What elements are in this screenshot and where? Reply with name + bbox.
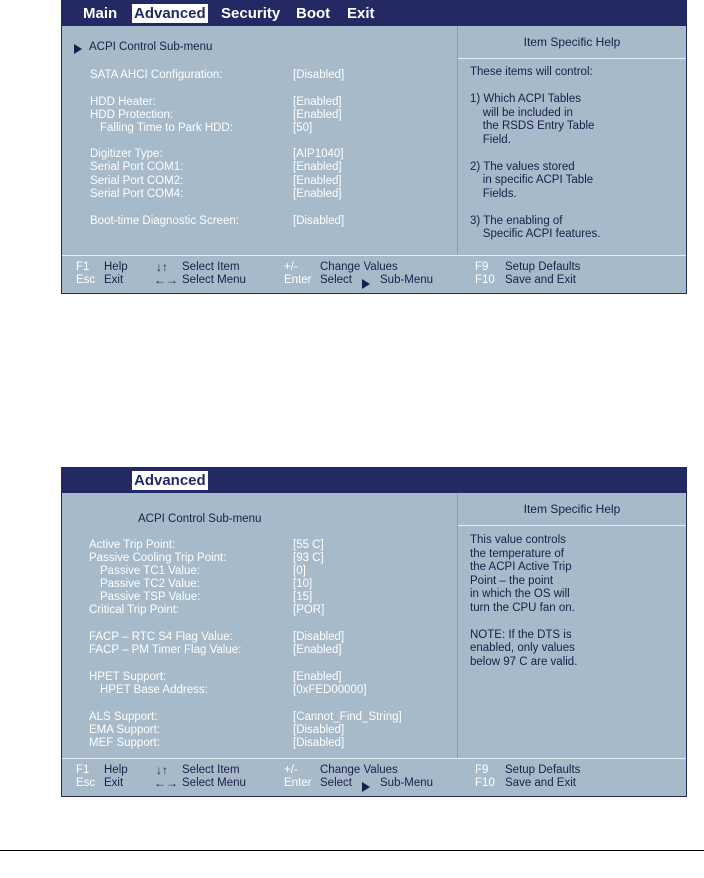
setting-label: Serial Port COM1: [90,161,184,173]
page-divider [0,850,704,851]
main-area [62,493,686,760]
setting-label: MEF Support: [89,737,160,749]
plus-minus-key: +/- [284,261,298,273]
setting-value[interactable]: [Disabled] [293,69,345,81]
key-legend [62,255,686,293]
setting-label: Falling Time to Park HDD: [100,122,233,134]
submenu-desc: Sub-Menu [380,777,434,789]
setting-value[interactable]: [93 C] [293,552,324,564]
setting-label: Passive TSP Value: [100,591,201,603]
setting-label: HDD Protection: [90,109,174,121]
change-values-desc: Change Values [320,261,398,273]
esc-desc: Exit [104,777,124,789]
up-down-arrow-icon: ↓↑ [156,260,168,274]
setting-label: FACP – RTC S4 Flag Value: [89,631,233,643]
setting-label: HPET Support: [89,671,167,683]
setting-value[interactable]: [15] [293,591,313,603]
setting-value[interactable]: [0] [293,565,306,577]
enter-key: Enter [284,777,312,789]
select-item-desc: Select Item [182,261,240,273]
menu-exit[interactable]: Exit [347,5,375,22]
setting-value[interactable]: [Disabled] [293,215,345,227]
plus-minus-key: +/- [284,764,298,776]
submenu-arrow-icon [74,40,82,58]
select-item-desc: Select Item [182,764,240,776]
setting-value[interactable]: [Disabled] [293,724,345,736]
setting-label: Boot-time Diagnostic Screen: [90,215,239,227]
help-title: Item Specific Help [458,493,686,526]
help-panel [458,493,686,760]
submenu-arrow-icon [362,778,370,796]
setting-value[interactable]: [10] [293,578,313,590]
menu-advanced[interactable]: Advanced [134,472,206,489]
esc-key: Esc [76,274,96,286]
setting-label: Critical Trip Point: [89,604,180,616]
f1-desc: Help [104,261,128,273]
setting-value[interactable]: [Disabled] [293,631,345,643]
help-text: This value controls the temperature of the ACPI Active Trip Point – the point in which the OS will turn the CPU fan on. NOTE: If the DTS is enabled, only values below 97 C are valid. [470,534,578,668]
help-panel [458,26,686,257]
setting-label: Digitizer Type: [90,148,163,160]
settings-panel [62,26,458,257]
setting-label: EMA Support: [89,724,160,736]
menu-security[interactable]: Security [221,5,281,22]
setting-label: Passive TC2 Value: [100,578,200,590]
left-right-arrow-icon: ←→ [154,273,178,287]
select-menu-desc: Select Menu [182,777,246,789]
f10-desc: Save and Exit [505,274,576,286]
setting-value[interactable]: [Cannot_Find_String] [293,711,402,723]
setting-value[interactable]: [55 C] [293,539,324,551]
menu-advanced[interactable]: Advanced [134,5,206,22]
setting-value[interactable]: [POR] [293,604,325,616]
submenu-arrow-icon [362,275,370,293]
setting-value[interactable]: [0xFED00000] [293,684,367,696]
f1-key: F1 [76,261,90,273]
setting-label: ALS Support: [89,711,158,723]
setting-label: FACP – PM Timer Flag Value: [89,644,242,656]
f10-desc: Save and Exit [505,777,576,789]
setting-label: Passive Cooling Trip Point: [89,552,227,564]
esc-key: Esc [76,777,96,789]
settings-panel [62,493,458,760]
main-area [62,26,686,257]
help-text: These items will control: 1) Which ACPI Tables will be included in the RSDS Entry Table Field. 2) The values stored in specific ACPI Table Fields. 3) The enabling of Specific ACPI features. [470,66,601,240]
setting-label: Serial Port COM2: [90,175,184,187]
select-menu-desc: Select Menu [182,274,246,286]
setting-value[interactable]: [Enabled] [293,96,342,108]
f9-key: F9 [475,764,489,776]
menu-main[interactable]: Main [83,5,118,22]
esc-desc: Exit [104,274,124,286]
setting-label: Serial Port COM4: [90,188,184,200]
setting-label: Active Trip Point: [89,539,176,551]
left-right-arrow-icon: ←→ [154,776,178,790]
f10-key: F10 [475,777,495,789]
f9-desc: Setup Defaults [505,764,581,776]
key-legend [62,758,686,796]
setting-value[interactable]: [Enabled] [293,161,342,173]
f9-desc: Setup Defaults [505,261,581,273]
setting-label: HDD Heater: [90,96,156,108]
setting-value[interactable]: [Enabled] [293,671,342,683]
select-desc: Select [320,777,352,789]
f10-key: F10 [475,274,495,286]
setting-value[interactable]: [Disabled] [293,737,345,749]
setting-label: SATA AHCI Configuration: [90,69,223,81]
f1-desc: Help [104,764,128,776]
up-down-arrow-icon: ↓↑ [156,763,168,777]
menu-boot[interactable]: Boot [296,5,331,22]
setting-value[interactable]: [Enabled] [293,644,342,656]
change-values-desc: Change Values [320,764,398,776]
setting-value[interactable]: [Enabled] [293,188,342,200]
help-title: Item Specific Help [458,26,686,59]
enter-key: Enter [284,274,312,286]
setting-value[interactable]: [Enabled] [293,175,342,187]
bios-screen-advanced [61,0,687,294]
setting-value[interactable]: [50] [293,122,313,134]
setting-label: Passive TC1 Value: [100,565,200,577]
select-desc: Select [320,274,352,286]
bios-screen-acpi-submenu [61,467,687,797]
submenu-desc: Sub-Menu [380,274,434,286]
menu-bar [62,468,686,493]
f9-key: F9 [475,261,489,273]
submenu-title: ACPI Control Sub-menu [138,513,262,525]
f1-key: F1 [76,764,90,776]
setting-value[interactable]: [AIP1040] [293,148,344,160]
menu-bar [62,1,686,26]
setting-value[interactable]: [Enabled] [293,109,342,121]
acpi-control-submenu-link[interactable]: ACPI Control Sub-menu [89,41,213,53]
setting-label: HPET Base Address: [100,684,208,696]
